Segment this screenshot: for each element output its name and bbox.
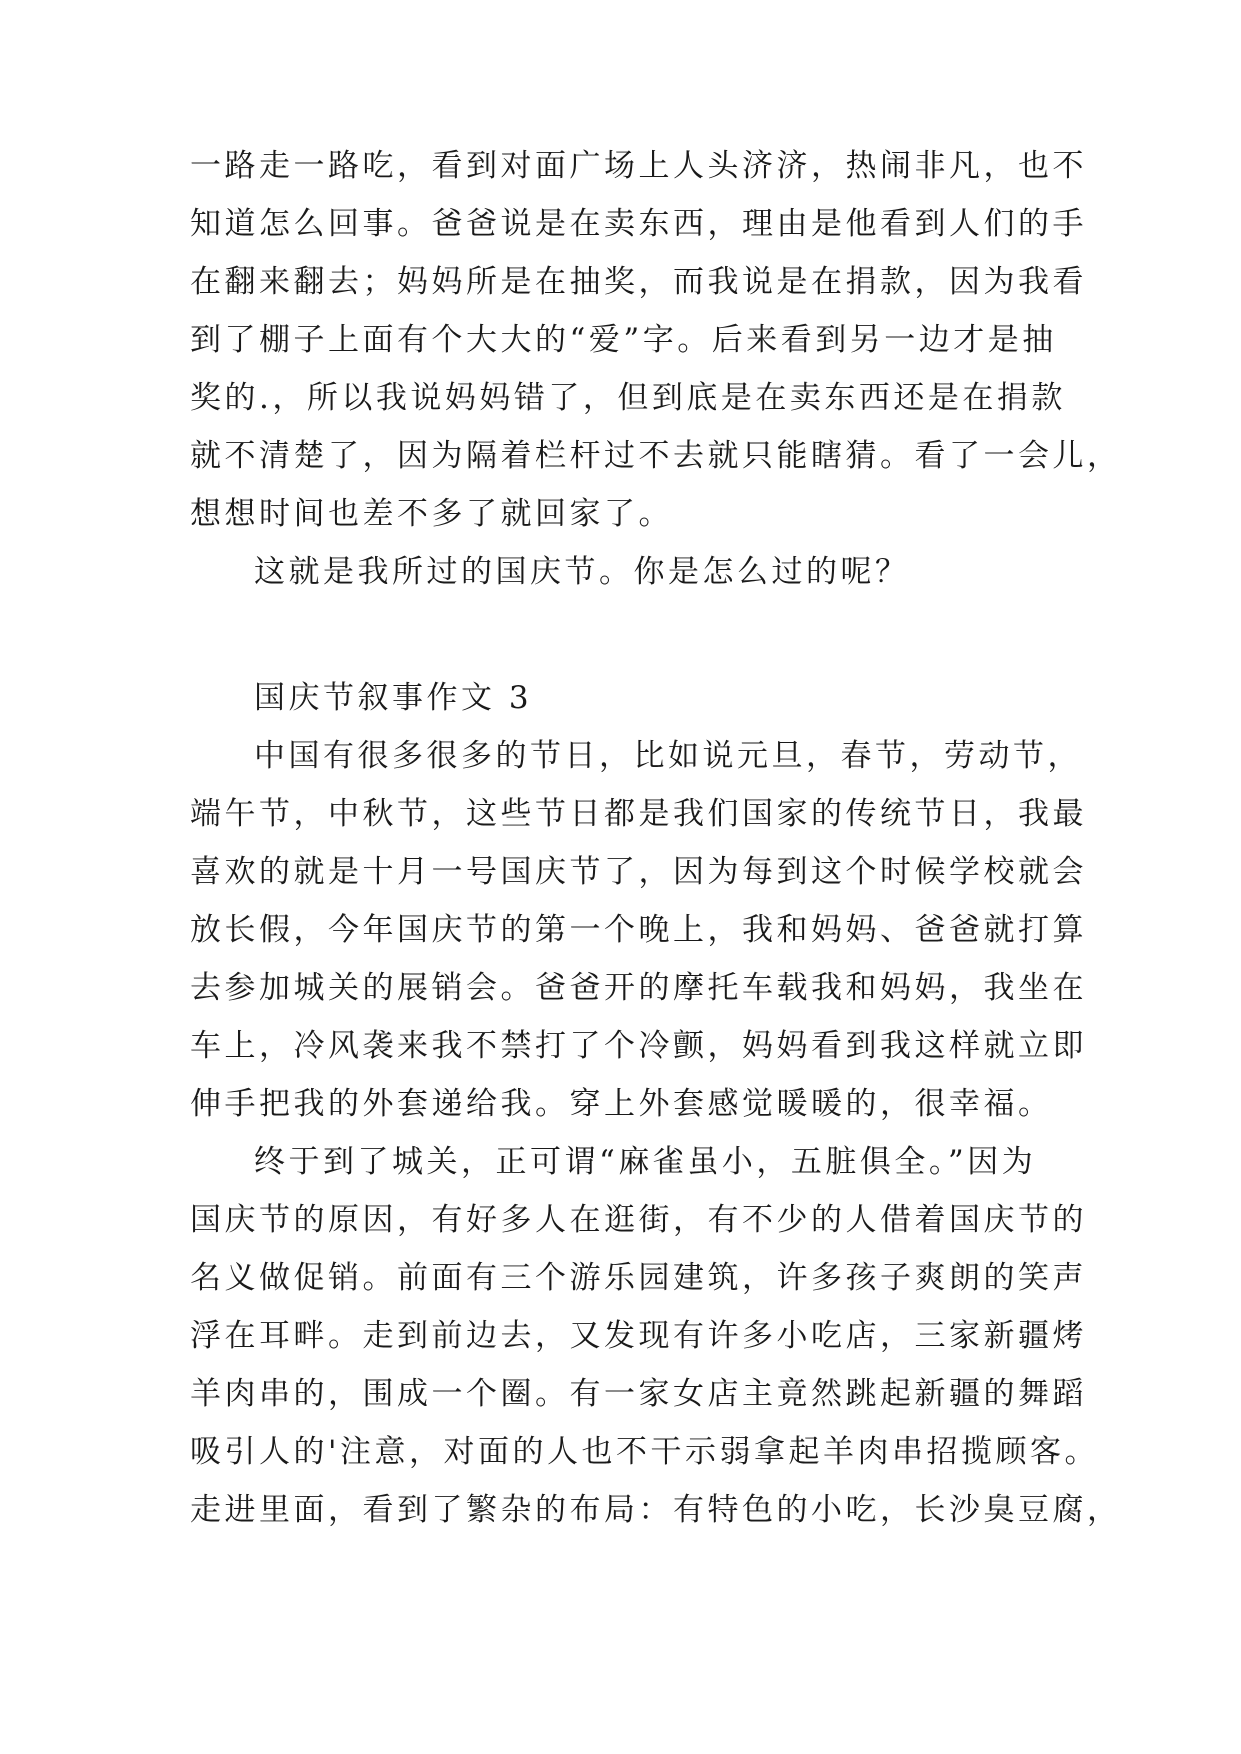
section-title: 国庆节叙事作文 3 bbox=[254, 680, 533, 716]
text-line: 想想时间也差不多了就回家了。 bbox=[190, 496, 673, 532]
text-line: 车上，冷风袭来我不禁打了个冷颤，妈妈看到我这样就立即 bbox=[190, 1028, 1087, 1064]
text-line: 喜欢的就是十月一号国庆节了，因为每到这个时候学校就会 bbox=[190, 854, 1087, 890]
text-line: 到了棚子上面有个大大的“爱”字。后来看到另一边才是抽 bbox=[190, 322, 1057, 358]
text-line: 走进里面，看到了繁杂的布局：有特色的小吃，长沙臭豆腐， bbox=[190, 1492, 1122, 1528]
text-line: 知道怎么回事。爸爸说是在卖东西，理由是他看到人们的手 bbox=[190, 206, 1087, 242]
text-line: 中国有很多很多的节日，比如说元旦，春节，劳动节， bbox=[254, 738, 1082, 774]
text-line: 国庆节的原因，有好多人在逛街，有不少的人借着国庆节的 bbox=[190, 1202, 1087, 1238]
text-line: 伸手把我的外套递给我。穿上外套感觉暖暖的，很幸福。 bbox=[190, 1086, 1053, 1122]
text-line: 吸引人的'注意，对面的人也不干示弱拿起羊肉串招揽顾客。 bbox=[190, 1434, 1100, 1470]
text-line: 羊肉串的，围成一个圈。有一家女店主竟然跳起新疆的舞蹈 bbox=[190, 1376, 1087, 1412]
text-line: 浮在耳畔。走到前边去，又发现有许多小吃店，三家新疆烤 bbox=[190, 1318, 1087, 1354]
closing-line: 这就是我所过的国庆节。你是怎么过的呢？ bbox=[254, 554, 910, 590]
text-line: 终于到了城关，正可谓“麻雀虽小，五脏俱全。”因为 bbox=[254, 1144, 1037, 1180]
text-line: 放长假，今年国庆节的第一个晚上，我和妈妈、爸爸就打算 bbox=[190, 912, 1087, 948]
text-line: 在翻来翻去；妈妈所是在抽奖，而我说是在捐款，因为我看 bbox=[190, 264, 1087, 300]
text-line: 一路走一路吃，看到对面广场上人头济济，热闹非凡，也不 bbox=[190, 148, 1087, 184]
text-line: 端午节，中秋节，这些节日都是我们国家的传统节日，我最 bbox=[190, 796, 1087, 832]
text-line: 去参加城关的展销会。爸爸开的摩托车载我和妈妈，我坐在 bbox=[190, 970, 1087, 1006]
text-line: 奖的.，所以我说妈妈错了，但到底是在卖东西还是在捐款 bbox=[190, 380, 1066, 416]
text-line: 就不清楚了，因为隔着栏杆过不去就只能瞎猜。看了一会儿， bbox=[190, 438, 1122, 474]
text-line: 名义做促销。前面有三个游乐园建筑，许多孩子爽朗的笑声 bbox=[190, 1260, 1087, 1296]
